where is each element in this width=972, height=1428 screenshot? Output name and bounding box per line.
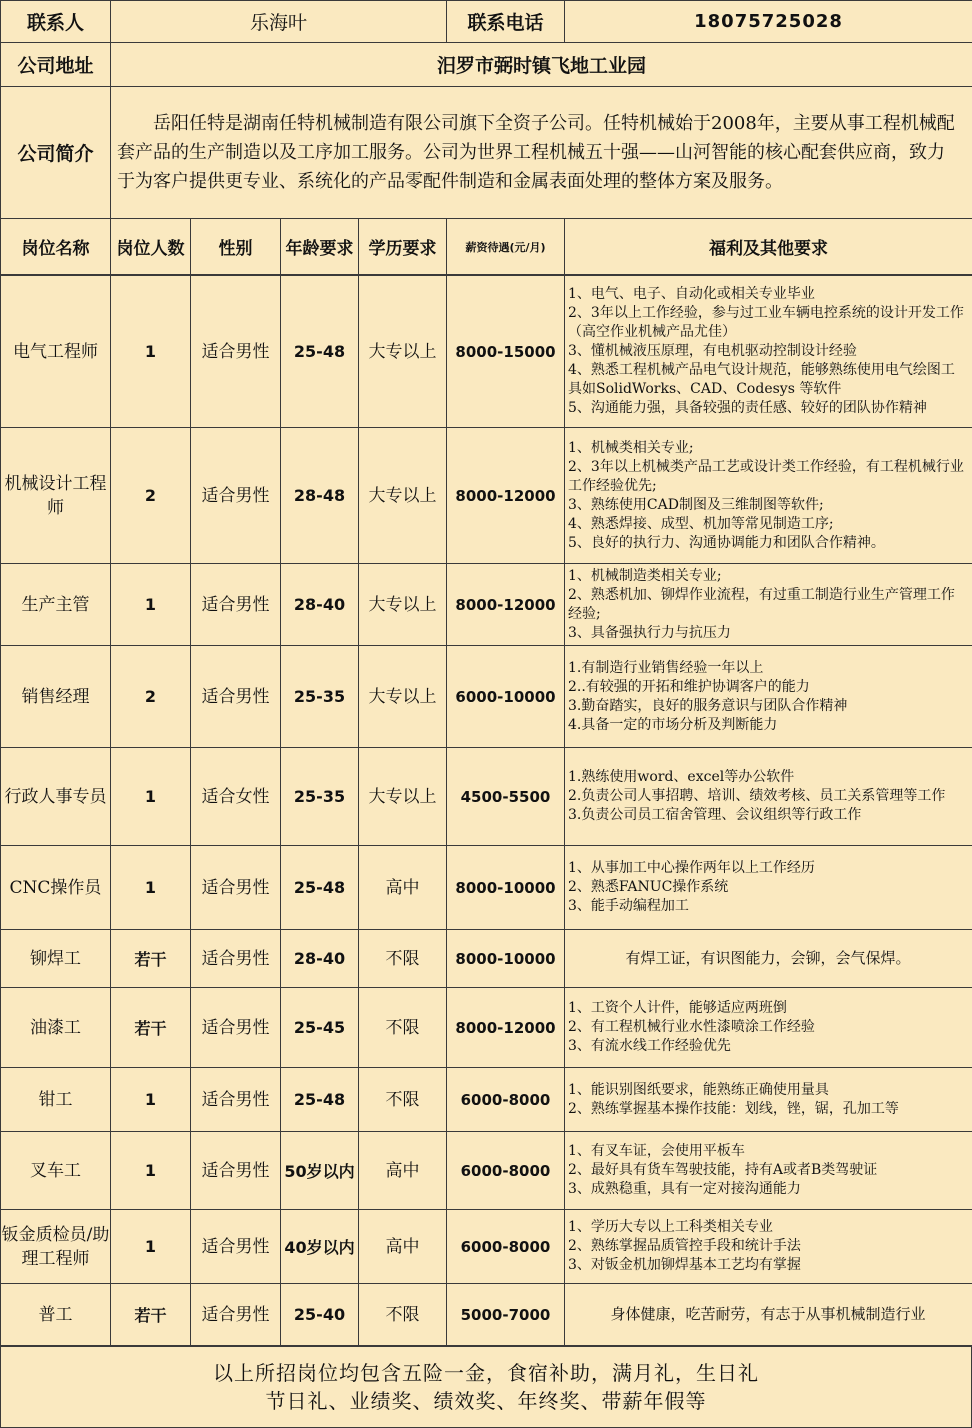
job-salary: 8000-10000: [447, 846, 565, 930]
requirement-line: 2、熟悉FANUC操作系统: [568, 878, 968, 897]
job-age: 25-48: [281, 1068, 359, 1132]
job-education: 大专以上: [359, 276, 447, 428]
job-requirements: [565, 846, 972, 930]
requirement-line: 3、成熟稳重，具有一定对接沟通能力: [568, 1180, 968, 1199]
job-row: [1, 1210, 972, 1284]
job-requirements: [565, 1210, 972, 1284]
phone-label: 联系电话: [447, 1, 565, 43]
job-gender: 适合男性: [191, 988, 281, 1068]
job-row: [1, 276, 972, 428]
job-requirements: [565, 646, 972, 748]
job-count: 2: [111, 646, 191, 748]
requirement-line: 4、熟悉焊接、成型、机加等常见制造工序;: [568, 515, 968, 534]
job-salary: 8000-15000: [447, 276, 565, 428]
job-title: 机械设计工程师: [1, 428, 111, 564]
intro-row: [1, 87, 972, 219]
job-row: [1, 564, 972, 646]
job-title: 油漆工: [1, 988, 111, 1068]
requirement-line: 4、熟悉工程机械产品电气设计规范，能够熟练使用电气绘图工具如SolidWorks、CAD、Codesys 等软件: [568, 361, 968, 399]
job-title: CNC操作员: [1, 846, 111, 930]
job-salary: 8000-12000: [447, 428, 565, 564]
job-requirements: [565, 930, 972, 988]
job-salary: 4500-5500: [447, 748, 565, 846]
job-count: 1: [111, 276, 191, 428]
job-title: 钳工: [1, 1068, 111, 1132]
footer-line-1: 以上所招岗位均包含五险一金，食宿补助，满月礼，生日礼: [1, 1359, 971, 1387]
job-count: 1: [111, 1068, 191, 1132]
job-education: 大专以上: [359, 428, 447, 564]
phone-value: 18075725028: [565, 1, 972, 43]
job-gender: 适合男性: [191, 428, 281, 564]
job-row: [1, 646, 972, 748]
job-education: 大专以上: [359, 646, 447, 748]
job-salary: 8000-12000: [447, 988, 565, 1068]
requirement-line: 2..有较强的开拓和维护协调客户的能力: [568, 678, 968, 697]
requirement-line: 2、熟练掌握品质管控手段和统计手法: [568, 1237, 968, 1256]
recruitment-table: [0, 0, 972, 275]
job-education: 不限: [359, 1284, 447, 1346]
job-count: 1: [111, 564, 191, 646]
job-row: [1, 1284, 972, 1346]
job-age: 28-40: [281, 564, 359, 646]
requirement-line: 3、能手动编程加工: [568, 897, 968, 916]
job-title: 电气工程师: [1, 276, 111, 428]
contact-row: [1, 1, 972, 43]
requirement-line: 2、3年以上工作经验，参与过工业车辆电控系统的设计开发工作（高空作业机械产品尤佳）: [568, 304, 968, 342]
job-education: 不限: [359, 988, 447, 1068]
job-row: [1, 930, 972, 988]
col-count: 岗位人数: [111, 219, 191, 275]
job-age: 28-40: [281, 930, 359, 988]
intro-label: 公司简介: [1, 87, 111, 219]
job-count: 若干: [111, 988, 191, 1068]
contact-name: 乐海叶: [111, 1, 447, 43]
requirement-line: 身体健康，吃苦耐劳，有志于从事机械制造行业: [568, 1305, 968, 1324]
address-label: 公司地址: [1, 43, 111, 87]
job-count: 若干: [111, 1284, 191, 1346]
job-count: 1: [111, 846, 191, 930]
footer-line-2: 节日礼、业绩奖、绩效奖、年终奖、带薪年假等: [1, 1387, 971, 1415]
column-header-row: [1, 219, 972, 275]
col-requirements: 福利及其他要求: [565, 219, 972, 275]
job-requirements: [565, 1068, 972, 1132]
job-row: [1, 1068, 972, 1132]
requirement-line: 1、学历大专以上工科类相关专业: [568, 1218, 968, 1237]
job-salary: 6000-10000: [447, 646, 565, 748]
job-salary: 6000-8000: [447, 1132, 565, 1210]
requirement-line: 3.负责公司员工宿舍管理、会议组织等行政工作: [568, 806, 968, 825]
job-gender: 适合男性: [191, 1284, 281, 1346]
footer-table: [0, 1346, 972, 1428]
job-title: 生产主管: [1, 564, 111, 646]
requirement-line: 2.负责公司人事招聘、培训、绩效考核、员工关系管理等工作: [568, 787, 968, 806]
intro-text: 岳阳任特是湖南任特机械制造有限公司旗下全资子公司。任特机械始于2008年，主要从事工程机械配套产品的生产制造以及工序加工服务。公司为世界工程机械五十强——山河智能的核心配套供应商，致力于为客户提供更专业、系统化的产品零配件制造和金属表面处理的整体方案及服务。: [111, 87, 972, 219]
job-requirements: [565, 1132, 972, 1210]
job-age: 25-35: [281, 748, 359, 846]
job-gender: 适合女性: [191, 748, 281, 846]
job-row: [1, 748, 972, 846]
requirement-line: 3、熟练使用CAD制图及三维制图等软件;: [568, 496, 968, 515]
job-education: 大专以上: [359, 748, 447, 846]
requirement-line: 3、有流水线工作经验优先: [568, 1037, 968, 1056]
benefits-footer: [1, 1347, 972, 1428]
job-row: [1, 1132, 972, 1210]
requirement-line: 1、工资个人计件，能够适应两班倒: [568, 999, 968, 1018]
job-salary: 6000-8000: [447, 1068, 565, 1132]
col-title: 岗位名称: [1, 219, 111, 275]
job-gender: 适合男性: [191, 1132, 281, 1210]
job-education: 不限: [359, 1068, 447, 1132]
requirement-line: 2、熟悉机加、铆焊作业流程，有过重工制造行业生产管理工作经验;: [568, 586, 968, 624]
job-education: 高中: [359, 1132, 447, 1210]
address-value: 汨罗市弼时镇飞地工业园: [111, 43, 972, 87]
job-age: 25-35: [281, 646, 359, 748]
job-title: 行政人事专员: [1, 748, 111, 846]
job-salary: 6000-8000: [447, 1210, 565, 1284]
address-row: [1, 43, 972, 87]
requirement-line: 3、具备强执行力与抗压力: [568, 624, 968, 643]
job-row: [1, 428, 972, 564]
job-education: 大专以上: [359, 564, 447, 646]
job-requirements: [565, 428, 972, 564]
job-gender: 适合男性: [191, 276, 281, 428]
job-title: 销售经理: [1, 646, 111, 748]
col-age: 年龄要求: [281, 219, 359, 275]
job-row: [1, 846, 972, 930]
contact-label: 联系人: [1, 1, 111, 43]
job-gender: 适合男性: [191, 846, 281, 930]
job-requirements: [565, 276, 972, 428]
requirement-line: 1、有叉车证，会使用平板车: [568, 1142, 968, 1161]
job-salary: 8000-12000: [447, 564, 565, 646]
job-count: 若干: [111, 930, 191, 988]
job-age: 25-48: [281, 276, 359, 428]
job-gender: 适合男性: [191, 1210, 281, 1284]
job-requirements: [565, 748, 972, 846]
job-age: 25-45: [281, 988, 359, 1068]
job-age: 25-40: [281, 1284, 359, 1346]
job-education: 高中: [359, 1210, 447, 1284]
job-title: 叉车工: [1, 1132, 111, 1210]
job-age: 40岁以内: [281, 1210, 359, 1284]
requirement-line: 1.有制造行业销售经验一年以上: [568, 659, 968, 678]
requirement-line: 3.勤奋踏实，良好的服务意识与团队合作精神: [568, 697, 968, 716]
job-count: 1: [111, 748, 191, 846]
requirement-line: 1、电气、电子、自动化或相关专业毕业: [568, 285, 968, 304]
job-requirements: [565, 988, 972, 1068]
job-age: 25-48: [281, 846, 359, 930]
job-age: 50岁以内: [281, 1132, 359, 1210]
job-gender: 适合男性: [191, 564, 281, 646]
job-education: 高中: [359, 846, 447, 930]
job-gender: 适合男性: [191, 1068, 281, 1132]
requirement-line: 2、有工程机械行业水性漆喷涂工作经验: [568, 1018, 968, 1037]
job-requirements: [565, 1284, 972, 1346]
requirement-line: 1、机械制造类相关专业;: [568, 567, 968, 586]
requirement-line: 1.熟练使用word、excel等办公软件: [568, 768, 968, 787]
col-edu: 学历要求: [359, 219, 447, 275]
job-salary: 8000-10000: [447, 930, 565, 988]
requirement-line: 5、良好的执行力、沟通协调能力和团队合作精神。: [568, 534, 968, 553]
requirement-line: 1、机械类相关专业;: [568, 439, 968, 458]
job-count: 1: [111, 1210, 191, 1284]
requirement-line: 3、对钣金机加铆焊基本工艺均有掌握: [568, 1256, 968, 1275]
requirement-line: 3、懂机械液压原理，有电机驱动控制设计经验: [568, 342, 968, 361]
job-education: 不限: [359, 930, 447, 988]
job-count: 1: [111, 1132, 191, 1210]
job-gender: 适合男性: [191, 646, 281, 748]
col-salary: 薪资待遇(元/月): [447, 219, 565, 275]
job-title: 铆焊工: [1, 930, 111, 988]
job-gender: 适合男性: [191, 930, 281, 988]
col-gender: 性别: [191, 219, 281, 275]
job-age: 28-48: [281, 428, 359, 564]
requirement-line: 5、沟通能力强，具备较强的责任感、较好的团队协作精神: [568, 399, 968, 418]
requirement-line: 有焊工证，有识图能力，会铆，会气保焊。: [568, 949, 968, 968]
job-title: 钣金质检员/助理工程师: [1, 1210, 111, 1284]
job-count: 2: [111, 428, 191, 564]
requirement-line: 1、从事加工中心操作两年以上工作经历: [568, 859, 968, 878]
requirement-line: 2、熟练掌握基本操作技能：划线，锉，锯，孔加工等: [568, 1100, 968, 1119]
requirement-line: 1、能识别图纸要求，能熟练正确使用量具: [568, 1081, 968, 1100]
jobs-table: [0, 275, 972, 1346]
requirement-line: 4.具备一定的市场分析及判断能力: [568, 716, 968, 735]
job-salary: 5000-7000: [447, 1284, 565, 1346]
job-row: [1, 988, 972, 1068]
requirement-line: 2、3年以上机械类产品工艺或设计类工作经验，有工程机械行业工作经验优先;: [568, 458, 968, 496]
requirement-line: 2、最好具有货车驾驶技能，持有A或者B类驾驶证: [568, 1161, 968, 1180]
job-title: 普工: [1, 1284, 111, 1346]
job-requirements: [565, 564, 972, 646]
